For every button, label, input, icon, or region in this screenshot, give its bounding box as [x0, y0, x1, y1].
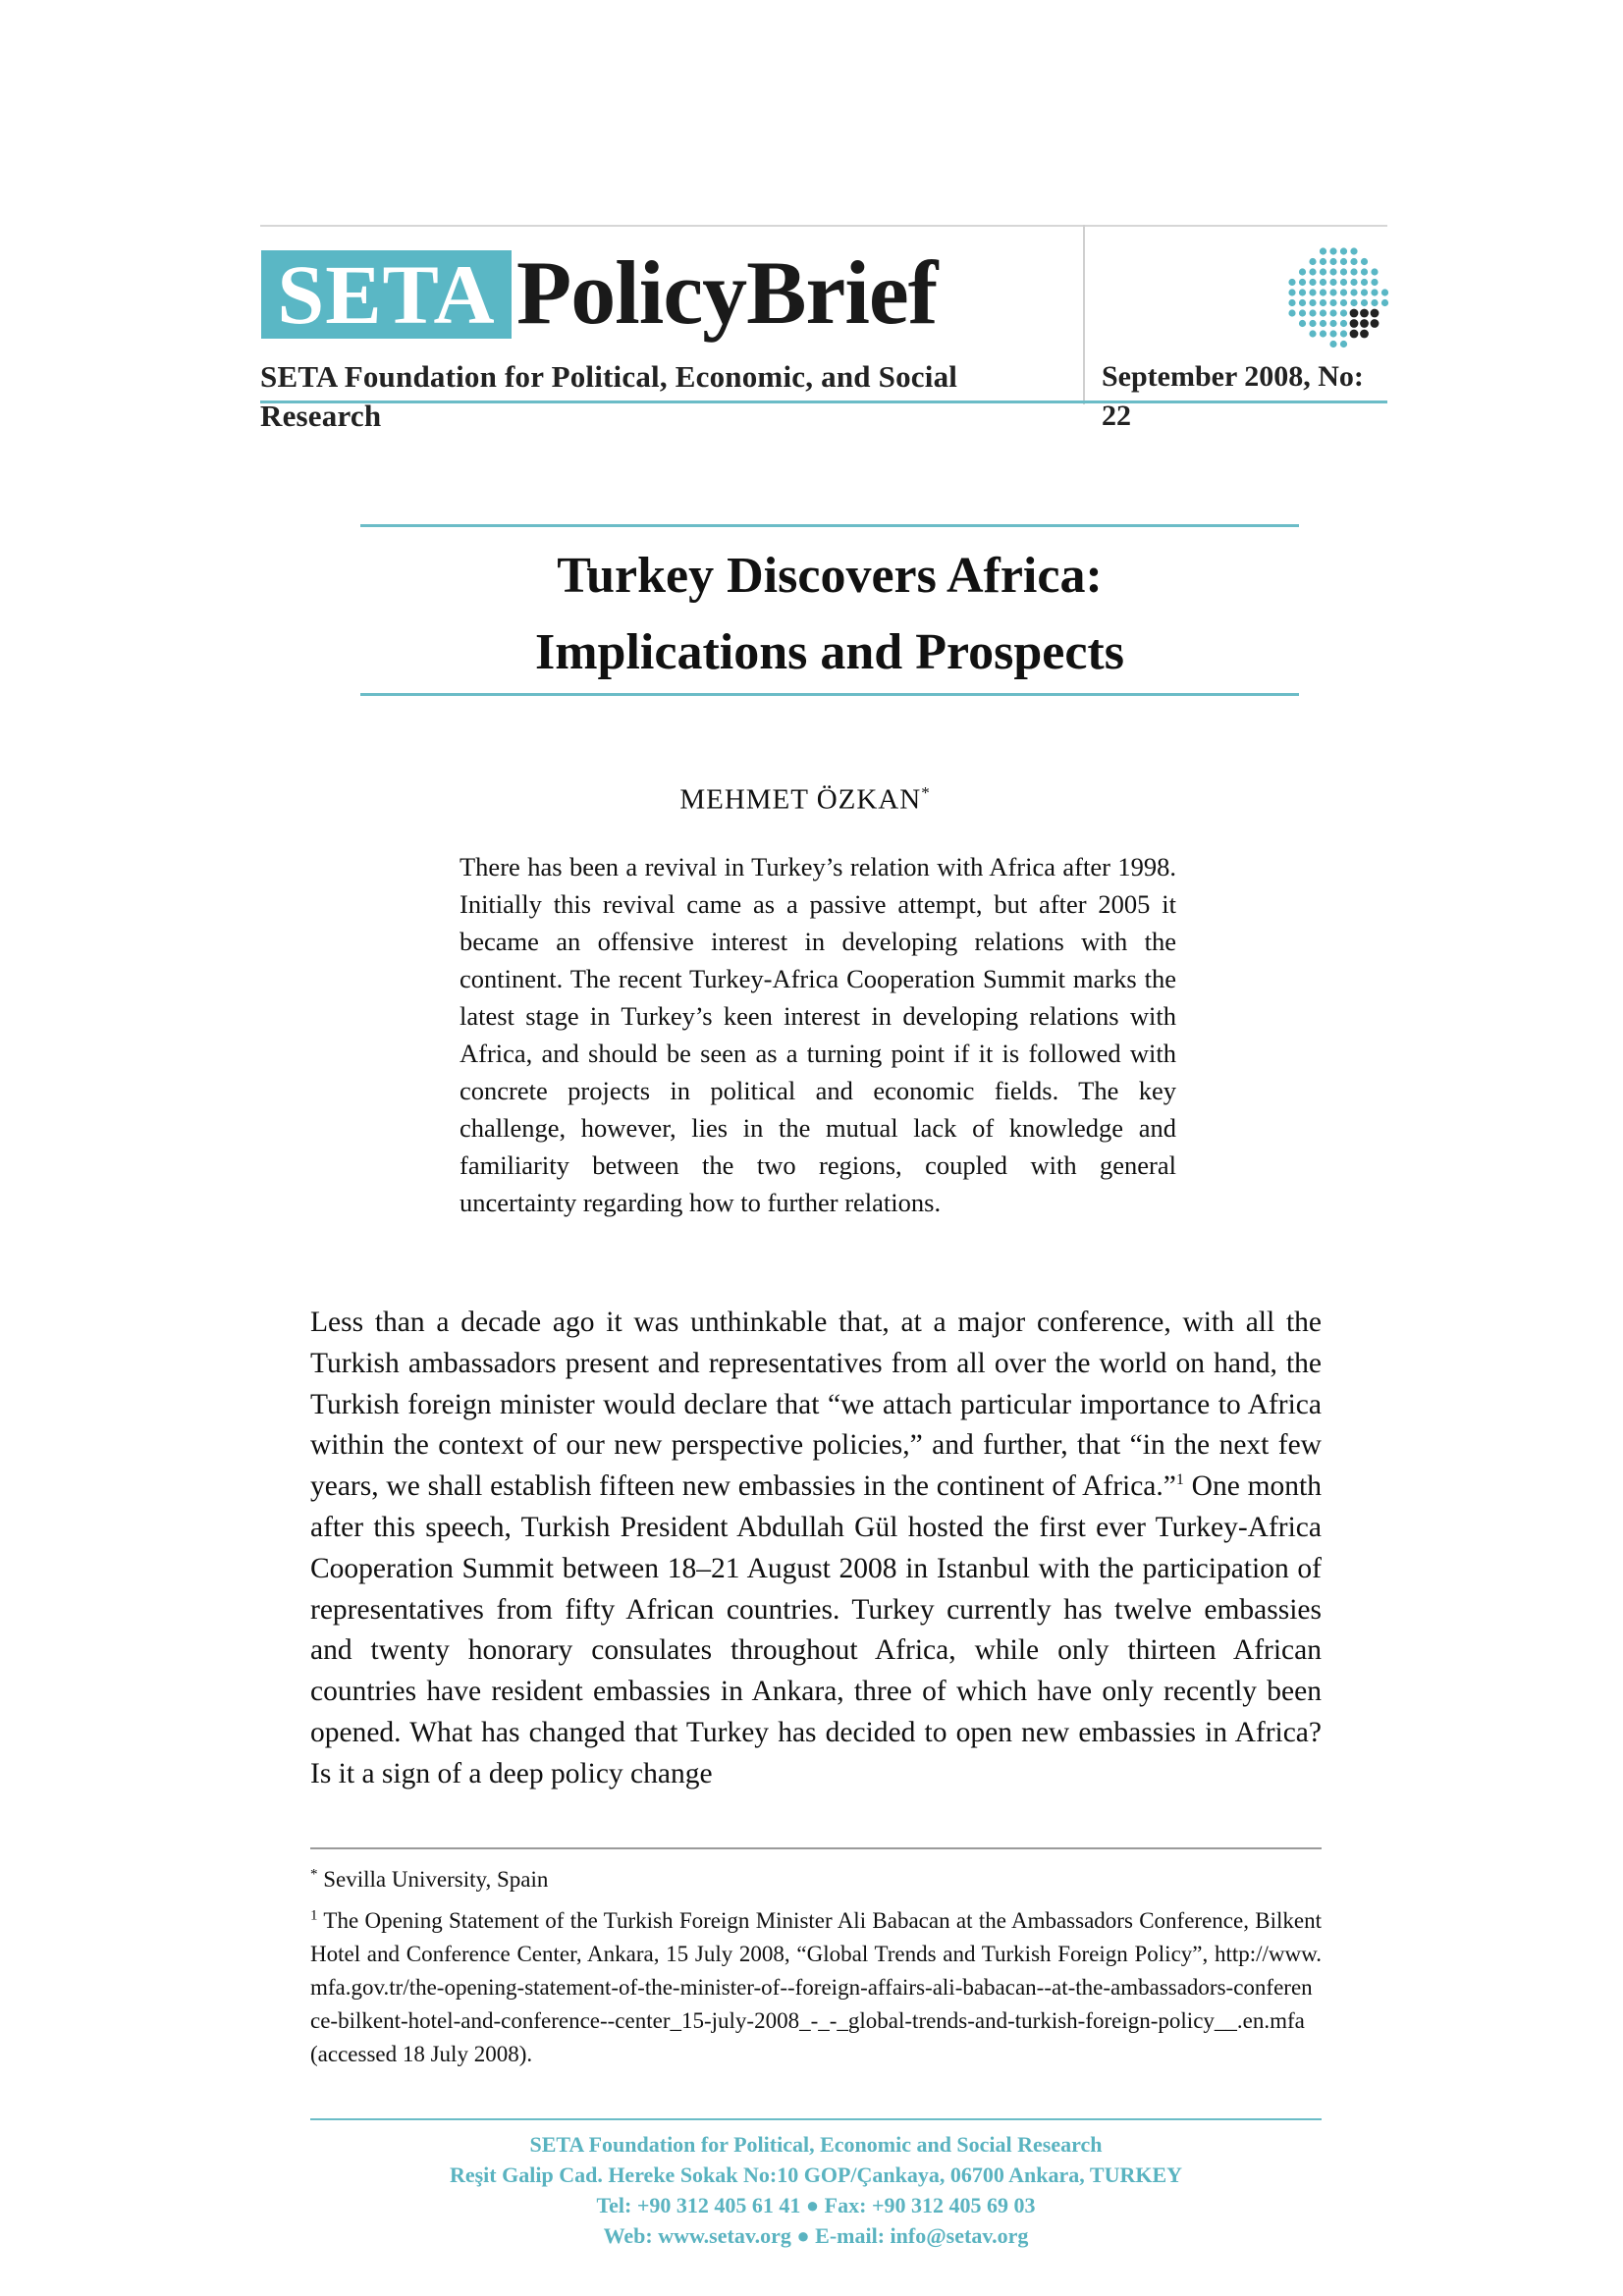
- globe-dot: [1288, 309, 1295, 316]
- globe-dot: [1381, 299, 1388, 306]
- globe-dot: [1350, 299, 1357, 306]
- globe-dot: [1329, 341, 1336, 347]
- footnote-author-affiliation: [310, 1863, 1322, 1896]
- globe-dot: [1309, 320, 1316, 327]
- footer-web: Web: www.setav.org ● E-mail: info@setav.org: [603, 2223, 1029, 2248]
- globe-dot: [1350, 279, 1357, 286]
- globe-dot: [1309, 309, 1316, 316]
- footer-rule: [310, 2118, 1322, 2120]
- globe-dot: [1340, 320, 1347, 327]
- globe-dot: [1288, 299, 1295, 306]
- globe-dot: [1340, 279, 1347, 286]
- globe-dot: [1350, 258, 1357, 265]
- globe-dot: [1360, 330, 1369, 339]
- globe-dot: [1371, 268, 1378, 275]
- globe-dot: [1350, 268, 1357, 275]
- globe-dot: [1371, 299, 1378, 306]
- globe-dot: [1371, 289, 1378, 295]
- abstract: There has been a revival in Turkey’s relation with Africa after 1998. Initially this revival came as a passive attempt, but after 2005 it became an offensive interest in developing relations with the continent. The recent Turkey-Africa Cooperation Summit marks the latest stage in Turkey’s keen interest in developing relations with Africa, and should be seen as a turning point if it is followed with concrete projects in political and economic fields. The key challenge, however, lies in the mutual lack of knowledge and familiarity between the two regions, coupled with general uncertainty regarding how to further relations.: [460, 852, 1176, 1217]
- globe-dot: [1350, 247, 1357, 254]
- author-footnote-mark: *: [921, 783, 931, 802]
- globe-dot: [1329, 247, 1336, 254]
- globe-dot: [1329, 279, 1336, 286]
- footnote-ref-1: 1: [1175, 1471, 1184, 1489]
- globe-dot: [1329, 299, 1336, 306]
- globe-dot: [1361, 268, 1368, 275]
- body-paragraph: [310, 1303, 1322, 1795]
- issue-label: September 2008, No: 22: [1102, 360, 1364, 432]
- globe-dot: [1329, 258, 1336, 265]
- footnote-rule: [310, 1847, 1322, 1849]
- globe-dot: [1361, 258, 1368, 265]
- globe-dot: [1329, 320, 1336, 327]
- globe-dot: [1309, 289, 1316, 295]
- globe-dot: [1360, 319, 1369, 328]
- title-top-rule: [360, 524, 1299, 527]
- globe-dot: [1288, 279, 1295, 286]
- globe-dot: [1329, 268, 1336, 275]
- globe-dot: [1371, 309, 1380, 318]
- globe-dot: [1320, 330, 1326, 337]
- globe-dot: [1360, 309, 1369, 318]
- globe-dot: [1350, 319, 1359, 328]
- globe-dot: [1340, 247, 1347, 254]
- dotted-globe-icon: [1286, 245, 1389, 348]
- globe-dot: [1350, 309, 1359, 318]
- globe-dot: [1320, 320, 1326, 327]
- globe-dot: [1340, 330, 1347, 337]
- globe-dot: [1320, 299, 1326, 306]
- footer-phone: Tel: +90 312 405 61 41 ● Fax: +90 312 405 69 03: [596, 2193, 1036, 2217]
- globe-dot: [1320, 279, 1326, 286]
- globe-dot: [1299, 309, 1306, 316]
- globe-dot: [1299, 299, 1306, 306]
- footer-address: Reşit Galip Cad. Hereke Sokak No:10 GOP/Çankaya, 06700 Ankara, TURKEY: [449, 2163, 1183, 2187]
- globe-dot: [1329, 309, 1336, 316]
- title-line-2: Implications and Prospects: [535, 624, 1124, 680]
- globe-dot: [1320, 289, 1326, 295]
- header-subtitle: SETA Foundation for Political, Economic, and Social Research: [260, 359, 958, 433]
- globe-dot: [1340, 341, 1347, 347]
- globe-dot: [1309, 299, 1316, 306]
- globe-dot: [1299, 279, 1306, 286]
- globe-dot: [1320, 258, 1326, 265]
- globe-dot: [1309, 330, 1316, 337]
- globe-dot: [1320, 247, 1326, 254]
- footnote-2-text: The Opening Statement of the Turkish Foreign Minister Ali Babacan at the Ambassadors Conference, Bilkent Hotel and Conference Center, Ankara, 15 July 2008, “Global Trends and Turkish Foreign Policy”, http://www.mfa.gov.tr/the-opening-statement-of-the-minister-of--foreign-affairs-ali-babacan--at-the-ambassadors-conference-bilkent-hotel-and-conference--center_15-july-2008_-_-_global-trends-and-turkish-foreign-policy__.en.mfa (accessed 18 July 2008).: [310, 1908, 1322, 2066]
- globe-dot: [1309, 279, 1316, 286]
- globe-dot: [1350, 330, 1359, 339]
- globe-dot: [1340, 309, 1347, 316]
- globe-dot: [1381, 289, 1388, 295]
- globe-dot: [1309, 268, 1316, 275]
- title-bottom-rule: [360, 693, 1299, 696]
- globe-dot: [1320, 268, 1326, 275]
- body-text-part-2: One month after this speech, Turkish President Abdullah Gül hosted the first ever Turkey-Africa Cooperation Summit between 18–21 August 2008 in Istanbul with the participation of representatives from fifty African countries. Turkey currently has twelve embassies and twenty honorary consulates throughout Africa, while only thirteen African countries have resident embassies in Ankara, three of which have only recently been opened. What has changed that Turkey has decided to open new embassies in Africa? Is it a sign of a deep policy change: [310, 1470, 1322, 1789]
- globe-dot: [1299, 289, 1306, 295]
- footnote-mark-star: *: [310, 1866, 318, 1883]
- header-divider: [1083, 225, 1085, 404]
- globe-dot: [1350, 289, 1357, 295]
- footnote-1-text: Sevilla University, Spain: [317, 1867, 549, 1892]
- globe-dot: [1340, 299, 1347, 306]
- page-title: [360, 538, 1299, 691]
- globe-dot: [1361, 279, 1368, 286]
- globe-dot: [1361, 299, 1368, 306]
- globe-dot: [1320, 309, 1326, 316]
- globe-dot: [1329, 289, 1336, 295]
- globe-dot: [1340, 268, 1347, 275]
- globe-dot: [1371, 319, 1380, 328]
- globe-dot: [1340, 258, 1347, 265]
- globe-dot: [1371, 279, 1378, 286]
- author: [491, 774, 1119, 820]
- author-name: MEHMET ÖZKAN: [679, 783, 922, 816]
- globe-dot: [1340, 289, 1347, 295]
- globe-dot: [1299, 268, 1306, 275]
- globe-dot: [1329, 330, 1336, 337]
- globe-dot: [1299, 320, 1306, 327]
- globe-dot: [1288, 289, 1295, 295]
- globe-dot: [1309, 258, 1316, 265]
- logo-seta: SETA: [261, 250, 512, 339]
- footnote-mark-1: 1: [310, 1907, 318, 1924]
- header-top-rule: [260, 225, 1387, 227]
- title-line-1: Turkey Discovers Africa:: [557, 548, 1103, 604]
- header-bottom-rule: [260, 400, 1387, 403]
- footnote-1: [310, 1904, 1322, 2071]
- body-text-part-1: Less than a decade ago it was unthinkable that, at a major conference, with all the Turkish ambassadors present and representatives from all over the world on hand, the Turkish foreign minister would declare that “we attach particular importance to Africa within the context of our new perspective policies,” and further, that “in the next few years, we shall establish fifteen new embassies in the continent of Africa.”: [310, 1307, 1322, 1503]
- footer-org: SETA Foundation for Political, Economic and Social Research: [529, 2132, 1103, 2157]
- logo-policybrief: PolicyBrief: [516, 242, 938, 343]
- globe-dot: [1361, 289, 1368, 295]
